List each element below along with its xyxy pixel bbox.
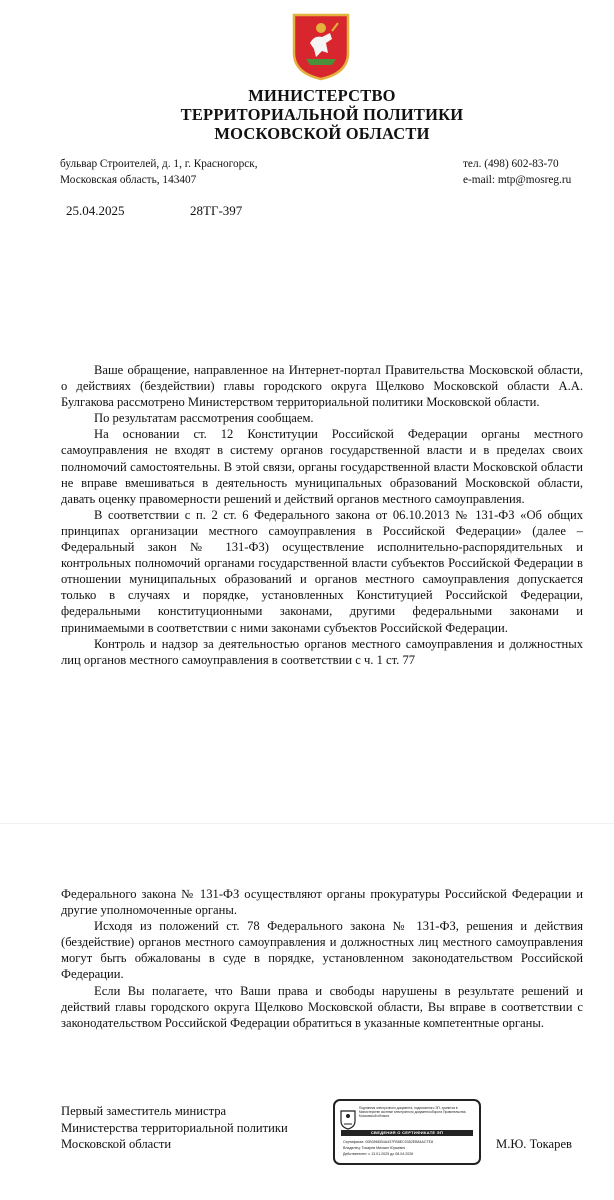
paragraph-5: Контроль и надзор за деятельностью органов местного самоуправления и должностных лиц органов местного самоуправления в соответствии с ч. 1 ст. 77 xyxy=(61,636,583,667)
stamp-info xyxy=(343,1139,477,1157)
signatory-position xyxy=(61,1103,288,1153)
position-line-2: Министерства территориальной политики xyxy=(61,1120,288,1135)
electronic-signature-stamp xyxy=(333,1099,481,1165)
registration-number: 28ТГ-397 xyxy=(190,203,243,218)
paragraph-6: Федерального закона № 131-ФЗ осуществляют органы прокуратуры Российской Федерации и другие уполномоченные органы. xyxy=(61,887,583,918)
ministry-contacts xyxy=(463,156,571,188)
email-address: e-mail: mtp@mosreg.ru xyxy=(463,174,572,186)
stamp-owner: Владелец: Токарев Михаил Юрьевич xyxy=(343,1146,406,1150)
faint-salutation-line xyxy=(228,326,232,338)
paragraph-7: Исходя из положений ст. 78 Федерального закона № 131-ФЗ, решения и действия (бездействие) органов местного самоуправления и должностных лиц местного самоуправления могут быть обжалованы в суде в порядке, установленном законодательством Российской Федерации. xyxy=(61,919,583,982)
position-line-3: Московской области xyxy=(61,1137,172,1151)
coat-of-arms-icon xyxy=(292,13,350,81)
stamp-validity: Действителен: с 13.01.2025 до 08.04.2026 xyxy=(343,1152,414,1156)
faint-addressee-line xyxy=(355,258,359,270)
letter-body-page-2 xyxy=(61,886,583,1031)
phone-number: тел. (498) 602-83-70 xyxy=(463,158,559,170)
stamp-certificate: Сертификат: 00B396DB4A437FB8EC0352EB84ACTE8 xyxy=(343,1140,434,1144)
stamp-header-text: Подлинник электронного документа, подписанного ЭП, хранится в Министерстве системе электронного документооборота Правительства Московской области xyxy=(359,1106,466,1118)
paragraph-8: Если Вы полагаете, что Ваши права и свободы нарушены в результате решений и действий главы городского округа Щелково Московской области, Вы вправе в соответствии с законодательством Российской Федерации обратиться в указанные компетентные органы. xyxy=(61,983,583,1030)
ministry-title-line-1: МИНИСТЕРСТВО xyxy=(248,86,396,105)
address-line-1: бульвар Строителей, д. 1, г. Красногорск, xyxy=(60,158,258,170)
registration-date: 25.04.2025 xyxy=(66,203,125,218)
paragraph-1: Ваше обращение, направленное на Интернет-портал Правительства Московской области, о действиях (бездействии) главы городского округа Щелково Московской области А.А. Булгакова рассмотрено Министерством территориальной политики Московской области. xyxy=(61,363,583,410)
ministry-title-line-2: ТЕРРИТОРИАЛЬНОЙ ПОЛИТИКИ xyxy=(180,105,464,124)
signatory-name: М.Ю. Токарев xyxy=(496,1137,572,1151)
paragraph-3: На основании ст. 12 Конституции Российской Федерации органы местного самоуправления не входят в систему органов государственной власти и в пределах своих полномочий самостоятельны. В этой связи, органы государственной власти Московской области не вправе вмешиваться в деятельность муниципальных образований Московской области, давать оценку правомерности решений и действий органов местного самоуправления. xyxy=(61,427,583,506)
letter-body-page-1 xyxy=(61,362,583,668)
position-line-1: Первый заместитель министра xyxy=(61,1104,227,1118)
paragraph-2: По результатам рассмотрения сообщаем. xyxy=(94,411,314,426)
ministry-address xyxy=(60,156,258,188)
stamp-emblem-icon xyxy=(340,1110,356,1130)
address-line-2: Московская область, 143407 xyxy=(60,174,197,186)
page-divider xyxy=(0,823,614,824)
stamp-certificate-bar: СВЕДЕНИЯ О СЕРТИФИКАТЕ ЭП xyxy=(341,1130,473,1136)
paragraph-4: В соответствии с п. 2 ст. 6 Федерального закона от 06.10.2013 № 131-ФЗ «Об общих принципах организации местного самоуправления в Российской Федерации» (далее – Федеральный закон № 131-ФЗ) осуществление исполнительно-распорядительных и контрольных полномочий органами государственной власти субъектов Российской Федерации в отношении муниципальных образований и органов местного самоуправления допускается только в случаях и порядке, установленных Конституцией Российской Федерации, федеральными конституционными законами, другими федеральными законами и принимаемыми в соответствии с ними законами субъектов Российской Федерации. xyxy=(61,507,583,635)
ministry-title-line-3: МОСКОВСКОЙ ОБЛАСТИ xyxy=(214,124,430,143)
ministry-title xyxy=(0,86,614,143)
